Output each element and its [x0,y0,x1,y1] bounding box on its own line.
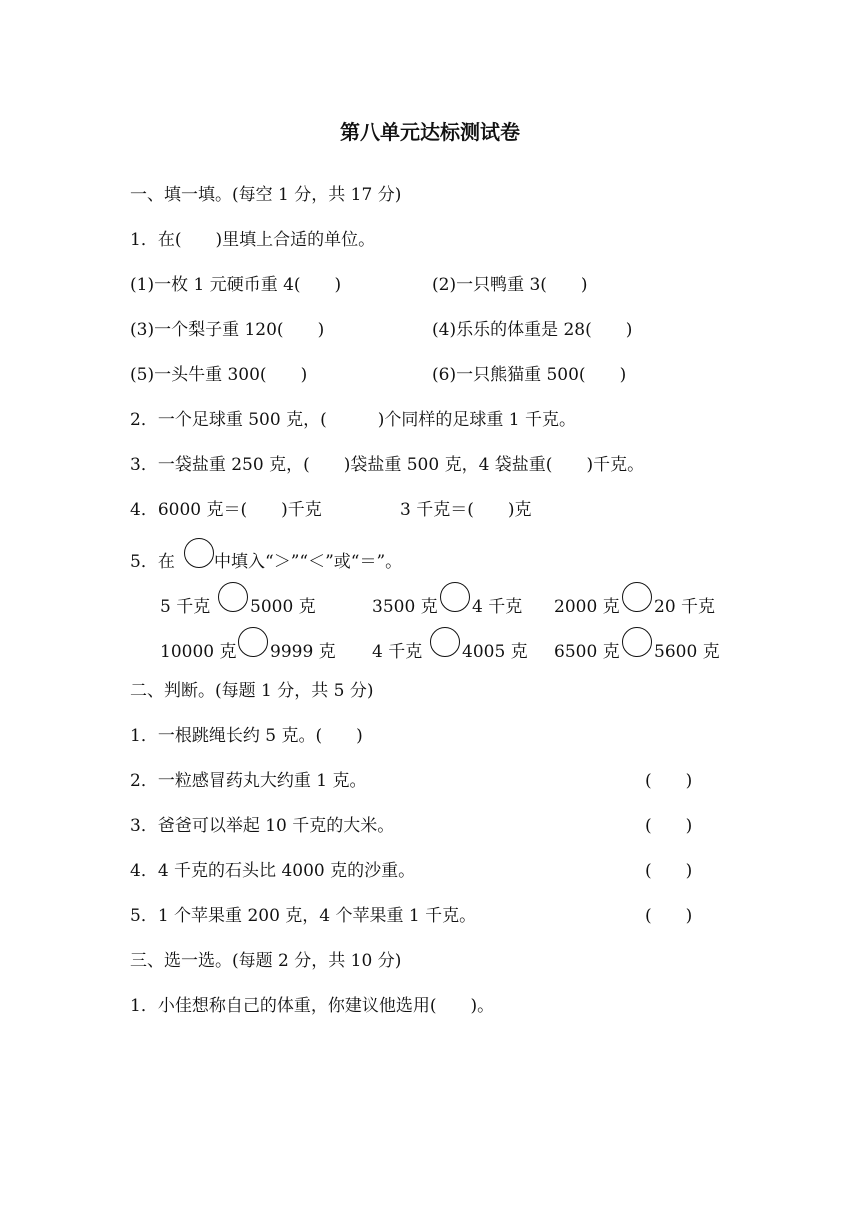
compare-circle[interactable] [622,627,652,657]
section-2-heading: 二、判断。(每题 1 分，共 5 分) [130,681,374,701]
choice-item-1: 1．小佳想称自己的体重，你建议他选用( )。 [130,996,495,1016]
compare-circle-sample [184,538,214,568]
compare-right: 9999 克 [270,642,336,662]
unit-item-6: (6)一只熊猫重 500( ) [432,365,627,385]
unit-item-4: (4)乐乐的体重是 28( ) [432,320,633,340]
compare-circle[interactable] [238,627,268,657]
compare-left: 10000 克 [160,642,237,662]
judge-item-3: 3．爸爸可以举起 10 千克的大米。 [130,816,395,836]
section-1-heading: 一、填一填。(每空 1 分，共 17 分) [130,185,402,205]
section-3-heading: 三、选一选。(每题 2 分，共 10 分) [130,951,402,971]
judge-answer-paren[interactable]: ( ) [645,906,693,926]
question-1-5-suffix: 中填入“＞”“＜”或“＝”。 [214,552,403,572]
compare-left: 2000 克 [554,597,620,617]
compare-left: 5 千克 [160,597,211,617]
compare-right: 4 千克 [472,597,523,617]
question-1-1: 1．在( )里填上合适的单位。 [130,230,376,250]
question-1-2: 2．一个足球重 500 克，( )个同样的足球重 1 千克。 [130,410,576,430]
question-1-3: 3．一袋盐重 250 克，( )袋盐重 500 克，4 袋盐重( )千克。 [130,455,645,475]
compare-left: 3500 克 [372,597,438,617]
compare-left: 4 千克 [372,642,423,662]
unit-item-2: (2)一只鸭重 3( ) [432,275,588,295]
compare-right: 5000 克 [250,597,316,617]
unit-item-3: (3)一个梨子重 120( ) [130,320,325,340]
question-1-4b: 3 千克＝( )克 [400,500,532,520]
judge-item-4: 4．4 千克的石头比 4000 克的沙重。 [130,861,416,881]
compare-circle[interactable] [440,582,470,612]
compare-right: 5600 克 [654,642,720,662]
judge-answer-paren[interactable]: ( ) [645,816,693,836]
compare-circle[interactable] [430,627,460,657]
compare-circle[interactable] [622,582,652,612]
compare-right: 20 千克 [654,597,716,617]
unit-item-1: (1)一枚 1 元硬币重 4( ) [130,275,342,295]
judge-answer-paren[interactable]: ( ) [645,771,693,791]
judge-item-5: 5．1 个苹果重 200 克，4 个苹果重 1 千克。 [130,906,477,926]
question-1-4a: 4．6000 克＝( )千克 [130,500,322,520]
judge-answer-paren[interactable]: ( ) [645,861,693,881]
judge-item-2: 2．一粒感冒药丸大约重 1 克。 [130,771,367,791]
compare-right: 4005 克 [462,642,528,662]
page-title: 第八单元达标测试卷 [340,120,520,144]
unit-item-5: (5)一头牛重 300( ) [130,365,308,385]
compare-circle[interactable] [218,582,248,612]
judge-item-1: 1．一根跳绳长约 5 克。( ) [130,726,363,746]
question-1-5-prefix: 5．在 [130,552,175,572]
compare-left: 6500 克 [554,642,620,662]
